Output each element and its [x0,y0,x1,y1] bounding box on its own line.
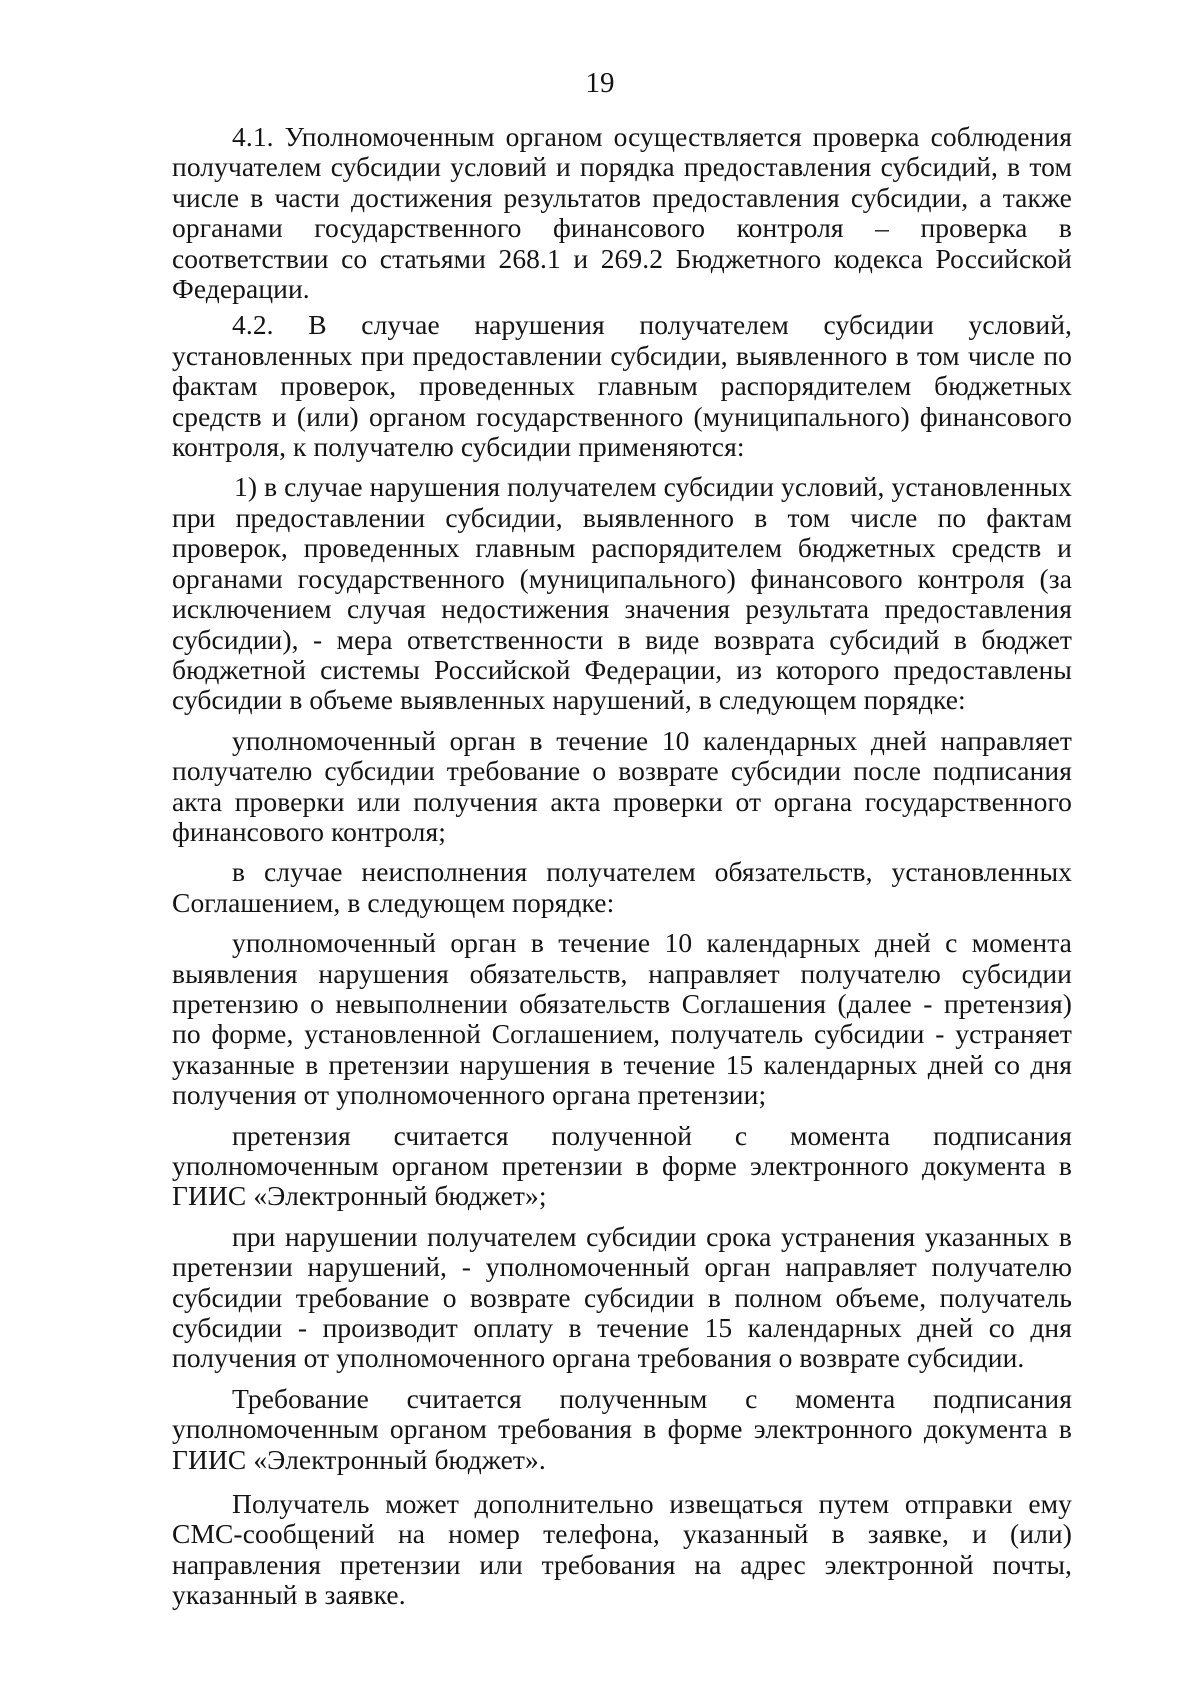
document-body [172,122,1072,1611]
paragraph-4-1: 4.1. Уполномоченным органом осуществляется проверка соблюдения получателем субсидии условий и порядка предоставления субсидий, в том числе в части достижения результатов предоставления субсидии, а также органами государственного финансового контроля – проверка в соответствии со статьями 268.1 и 269.2 Бюджетного кодекса Российской Федерации. [172,121,1072,305]
paragraph-claim-procedure: уполномоченный орган в течение 10 календарных дней с момента выявления нарушения обязательств, направляет получателю субсидии претензию о невыполнении обязательств Соглашения (далее - претензия) по форме, установленной Соглашением, получатель субсидии - устраняет указанные в претензии нарушения в течение 15 календарных дней со дня получения от уполномоченного органа претензии; [172,927,1072,1111]
paragraph-4-2: 4.2. В случае нарушения получателем субсидии условий, установленных при предоставлении субсидии, выявленного в том числе по фактам проверок, проведенных главным распорядителем бюджетных средств и (или) органом государственного (муниципального) финансового контроля, к получателю субсидии применяются: [172,309,1072,463]
page-number: 19 [585,67,615,99]
paragraph-requirement-received: Требование считается полученным с момента подписания уполномоченным органом требования в форме электронного документа в ГИИС «Электронный бюджет». [172,1382,1072,1475]
paragraph-claim-received: претензия считается полученной с момента подписания уполномоченным органом претензии в форме электронного документа в ГИИС «Электронный бюджет»; [172,1119,1072,1212]
paragraph-deadline-violation: при нарушении получателем субсидии срока устранения указанных в претензии нарушений, - уполномоченный орган направляет получателю субсидии требование о возврате субсидии в полном объеме, получатель субсидии - производит оплату в течение 15 календарных дней со дня получения от уполномоченного органа требования о возврате субсидии. [172,1220,1072,1374]
paragraph-return-requirement: уполномоченный орган в течение 10 календарных дней направляет получателю субсидии требование о возврате субсидии после подписания акта проверки или получения акта проверки от органа государственного финансового контроля; [172,724,1072,847]
paragraph-4-2-item-1: 1) в случае нарушения получателем субсидии условий, установленных при предоставлении субсидии, выявленного в том числе по фактам проверок, проведенных главным распорядителем бюджетных средств и органами государственного (муниципального) финансового контроля (за исключением случая недостижения значения результата предоставления субсидии), - мера ответственности в виде возврата субсидий в бюджет бюджетной системы Российской Федерации, из которого предоставлены субсидии в объеме выявленных нарушений, в следующем порядке: [172,471,1072,716]
paragraph-non-fulfillment: в случае неисполнения получателем обязательств, установленных Соглашением, в следующем порядке: [172,856,1072,918]
paragraph-sms-notification: Получатель может дополнительно извещаться путем отправки ему СМС-сообщений на номер телефона, указанный в заявке, и (или) направления претензии или требования на адрес электронной почты, указанный в заявке. [172,1488,1072,1611]
